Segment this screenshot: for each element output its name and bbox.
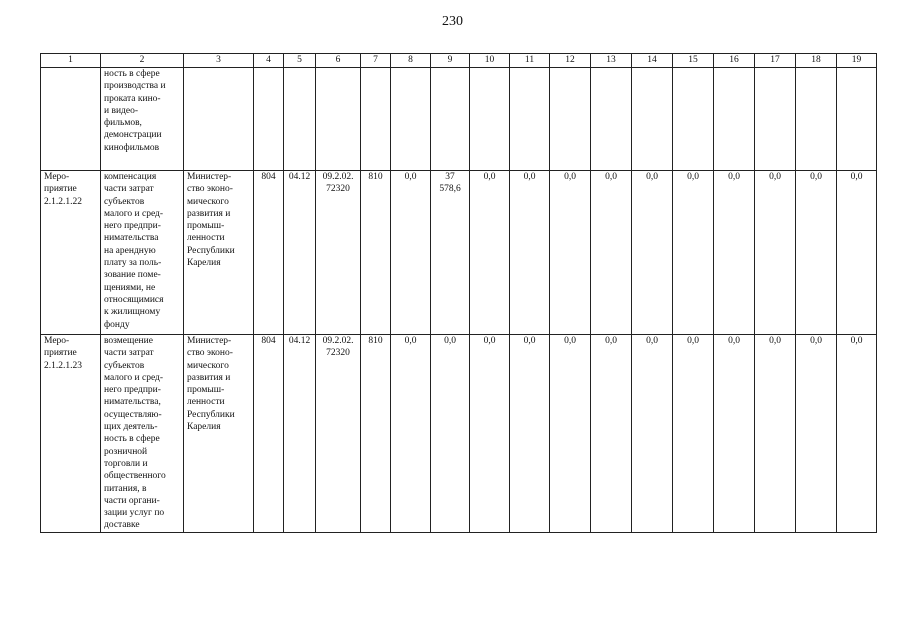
value-cell: 0,0 [591,171,632,335]
value-cell: 0,0 [391,335,431,533]
value-cell: 37 578,6 [431,171,470,335]
description-cell: возмещение части затрат субъектов малого и сред- него предпри- нимательства, осуществляю- щих деятель- ность в сфере розничной торговли и общественного питания, в части органи- зации услуг по доставке [101,335,184,533]
column-header: 13 [591,54,632,68]
column-header: 9 [431,54,470,68]
column-header: 18 [796,54,837,68]
column-header: 5 [284,54,316,68]
value-cell: 09.2.02. 72320 [316,171,361,335]
value-cell [431,68,470,171]
value-cell: 810 [361,335,391,533]
value-cell [361,68,391,171]
value-cell: 0,0 [510,335,550,533]
value-cell: 0,0 [632,335,673,533]
executor-cell [184,68,254,171]
value-cell: 0,0 [714,171,755,335]
executor-cell: Министер- ство эконо- мического развития и промыш- ленности Республики Карелия [184,171,254,335]
table-row [41,171,877,335]
value-cell: 0,0 [550,335,591,533]
table-row [41,68,877,171]
event-cell [41,68,101,171]
description-cell: ность в сфере производства и проката кино- и видео- фильмов, демонстрации кинофильмов [101,68,184,171]
value-cell: 0,0 [837,335,877,533]
value-cell: 09.2.02. 72320 [316,335,361,533]
column-header: 15 [673,54,714,68]
event-cell: Меро- приятие 2.1.2.1.22 [41,171,101,335]
value-cell [510,68,550,171]
event-cell: Меро- приятие 2.1.2.1.23 [41,335,101,533]
column-header: 4 [254,54,284,68]
value-cell [755,68,796,171]
column-header: 6 [316,54,361,68]
value-cell: 0,0 [673,171,714,335]
column-header: 2 [101,54,184,68]
header-row [41,54,877,68]
value-cell: 804 [254,171,284,335]
value-cell [470,68,510,171]
value-cell: 04.12 [284,335,316,533]
value-cell: 0,0 [796,335,837,533]
value-cell: 0,0 [714,335,755,533]
column-header: 1 [41,54,101,68]
column-header: 10 [470,54,510,68]
value-cell: 0,0 [837,171,877,335]
column-header: 16 [714,54,755,68]
value-cell [550,68,591,171]
column-header: 7 [361,54,391,68]
page-number: 230 [442,14,463,29]
value-cell: 0,0 [755,335,796,533]
column-header: 8 [391,54,431,68]
value-cell [673,68,714,171]
value-cell: 0,0 [470,171,510,335]
value-cell [254,68,284,171]
value-cell: 0,0 [796,171,837,335]
value-cell [837,68,877,171]
value-cell: 810 [361,171,391,335]
value-cell: 0,0 [470,335,510,533]
value-cell [284,68,316,171]
value-cell [632,68,673,171]
column-header: 19 [837,54,877,68]
column-header: 11 [510,54,550,68]
column-header: 12 [550,54,591,68]
value-cell [316,68,361,171]
column-header: 3 [184,54,254,68]
value-cell: 04.12 [284,171,316,335]
table-row [41,335,877,533]
value-cell: 0,0 [755,171,796,335]
value-cell: 0,0 [673,335,714,533]
value-cell [714,68,755,171]
value-cell: 0,0 [591,335,632,533]
value-cell: 804 [254,335,284,533]
description-cell: компенсация части затрат субъектов малого и сред- него предпри- нимательства на арендную плату за поль- зование поме- щениями, не относящимися к жилищному фонду [101,171,184,335]
column-header: 17 [755,54,796,68]
executor-cell: Министер- ство эконо- мического развития и промыш- ленности Республики Карелия [184,335,254,533]
column-header: 14 [632,54,673,68]
value-cell: 0,0 [632,171,673,335]
value-cell [391,68,431,171]
value-cell: 0,0 [391,171,431,335]
value-cell: 0,0 [431,335,470,533]
value-cell [796,68,837,171]
value-cell: 0,0 [550,171,591,335]
budget-table [40,53,877,533]
value-cell: 0,0 [510,171,550,335]
value-cell [591,68,632,171]
